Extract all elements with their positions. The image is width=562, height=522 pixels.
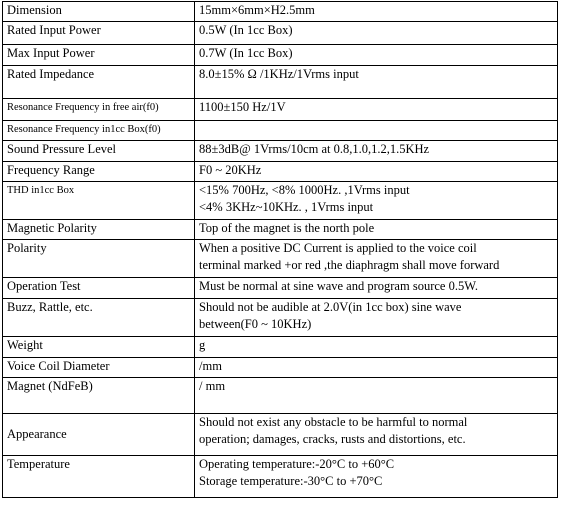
spec-value (195, 299, 558, 337)
spec-value-line: /mm (199, 359, 222, 373)
spec-label: THD in1cc Box (3, 182, 195, 220)
spec-value (195, 22, 558, 45)
spec-value (195, 358, 558, 378)
spec-value-line: Storage temperature:-30°C to +70°C (199, 474, 383, 488)
spec-row (3, 45, 558, 66)
spec-label: Max Input Power (3, 45, 195, 66)
spec-label: Rated Impedance (3, 66, 195, 99)
spec-label: Magnetic Polarity (3, 220, 195, 240)
spec-value-line: 0.5W (In 1cc Box) (199, 23, 293, 37)
specification-table (2, 1, 558, 498)
spec-value (195, 99, 558, 121)
spec-label: Weight (3, 337, 195, 358)
spec-row (3, 337, 558, 358)
spec-row (3, 182, 558, 220)
spec-row (3, 121, 558, 141)
spec-value-line: Should not exist any obstacle to be harmful to normal (199, 415, 468, 429)
spec-row (3, 414, 558, 456)
spec-value-line: 1100±150 Hz/1V (199, 100, 286, 114)
spec-value (195, 240, 558, 278)
spec-row (3, 240, 558, 278)
spec-label: Magnet (NdFeB) (3, 378, 195, 414)
spec-value-line: 8.0±15% Ω /1KHz/1Vrms input (199, 67, 359, 81)
spec-row (3, 99, 558, 121)
spec-value-line: 88±3dB@ 1Vrms/10cm at 0.8,1.0,1.2,1.5KHz (199, 142, 430, 156)
spec-value (195, 456, 558, 498)
spec-label: Sound Pressure Level (3, 141, 195, 162)
spec-label: Resonance Frequency in1cc Box(f0) (3, 121, 195, 141)
spec-value-line: Should not be audible at 2.0V(in 1cc box) sine wave (199, 300, 462, 314)
spec-value (195, 2, 558, 22)
spec-value-line: <15% 700Hz, <8% 1000Hz. ,1Vrms input (199, 183, 410, 197)
spec-row (3, 141, 558, 162)
spec-value-line: operation; damages, cracks, rusts and distortions, etc. (199, 432, 466, 446)
spec-row (3, 162, 558, 182)
spec-row (3, 378, 558, 414)
spec-value (195, 121, 558, 141)
spec-row (3, 22, 558, 45)
spec-label: Frequency Range (3, 162, 195, 182)
spec-row (3, 456, 558, 498)
spec-value-line: F0 ~ 20KHz (199, 163, 262, 177)
spec-value (195, 378, 558, 414)
spec-value-line: / mm (199, 379, 226, 393)
spec-value-line: When a positive DC Current is applied to the voice coil (199, 241, 477, 255)
spec-label: Resonance Frequency in free air(f0) (3, 99, 195, 121)
spec-value-line: between(F0 ~ 10KHz) (199, 317, 312, 331)
spec-value (195, 66, 558, 99)
spec-value (195, 414, 558, 456)
spec-value-line: <4% 3KHz~10KHz. , 1Vrms input (199, 200, 374, 214)
spec-label: Buzz, Rattle, etc. (3, 299, 195, 337)
spec-value-line: Top of the magnet is the north pole (199, 221, 375, 235)
spec-value (195, 141, 558, 162)
spec-value (195, 220, 558, 240)
spec-row (3, 220, 558, 240)
specification-table-body (3, 2, 558, 498)
spec-value-line: Must be normal at sine wave and program source 0.5W. (199, 279, 478, 293)
spec-label: Operation Test (3, 278, 195, 299)
spec-value-line: g (199, 338, 206, 352)
spec-label: Voice Coil Diameter (3, 358, 195, 378)
spec-value (195, 278, 558, 299)
spec-row (3, 299, 558, 337)
spec-value-line: 0.7W (In 1cc Box) (199, 46, 293, 60)
spec-row (3, 66, 558, 99)
spec-value (195, 45, 558, 66)
spec-value (195, 162, 558, 182)
spec-value (195, 182, 558, 220)
spec-value-line: Operating temperature:-20°C to +60°C (199, 457, 395, 471)
spec-label: Dimension (3, 2, 195, 22)
spec-label: Polarity (3, 240, 195, 278)
spec-label: Rated Input Power (3, 22, 195, 45)
spec-label: Temperature (3, 456, 195, 498)
spec-row (3, 2, 558, 22)
spec-row (3, 278, 558, 299)
spec-row (3, 358, 558, 378)
spec-value-line: terminal marked +or red ,the diaphragm shall move forward (199, 258, 500, 272)
spec-label: Appearance (3, 414, 195, 456)
spec-value (195, 337, 558, 358)
spec-value-line: 15mm×6mm×H2.5mm (199, 3, 315, 17)
